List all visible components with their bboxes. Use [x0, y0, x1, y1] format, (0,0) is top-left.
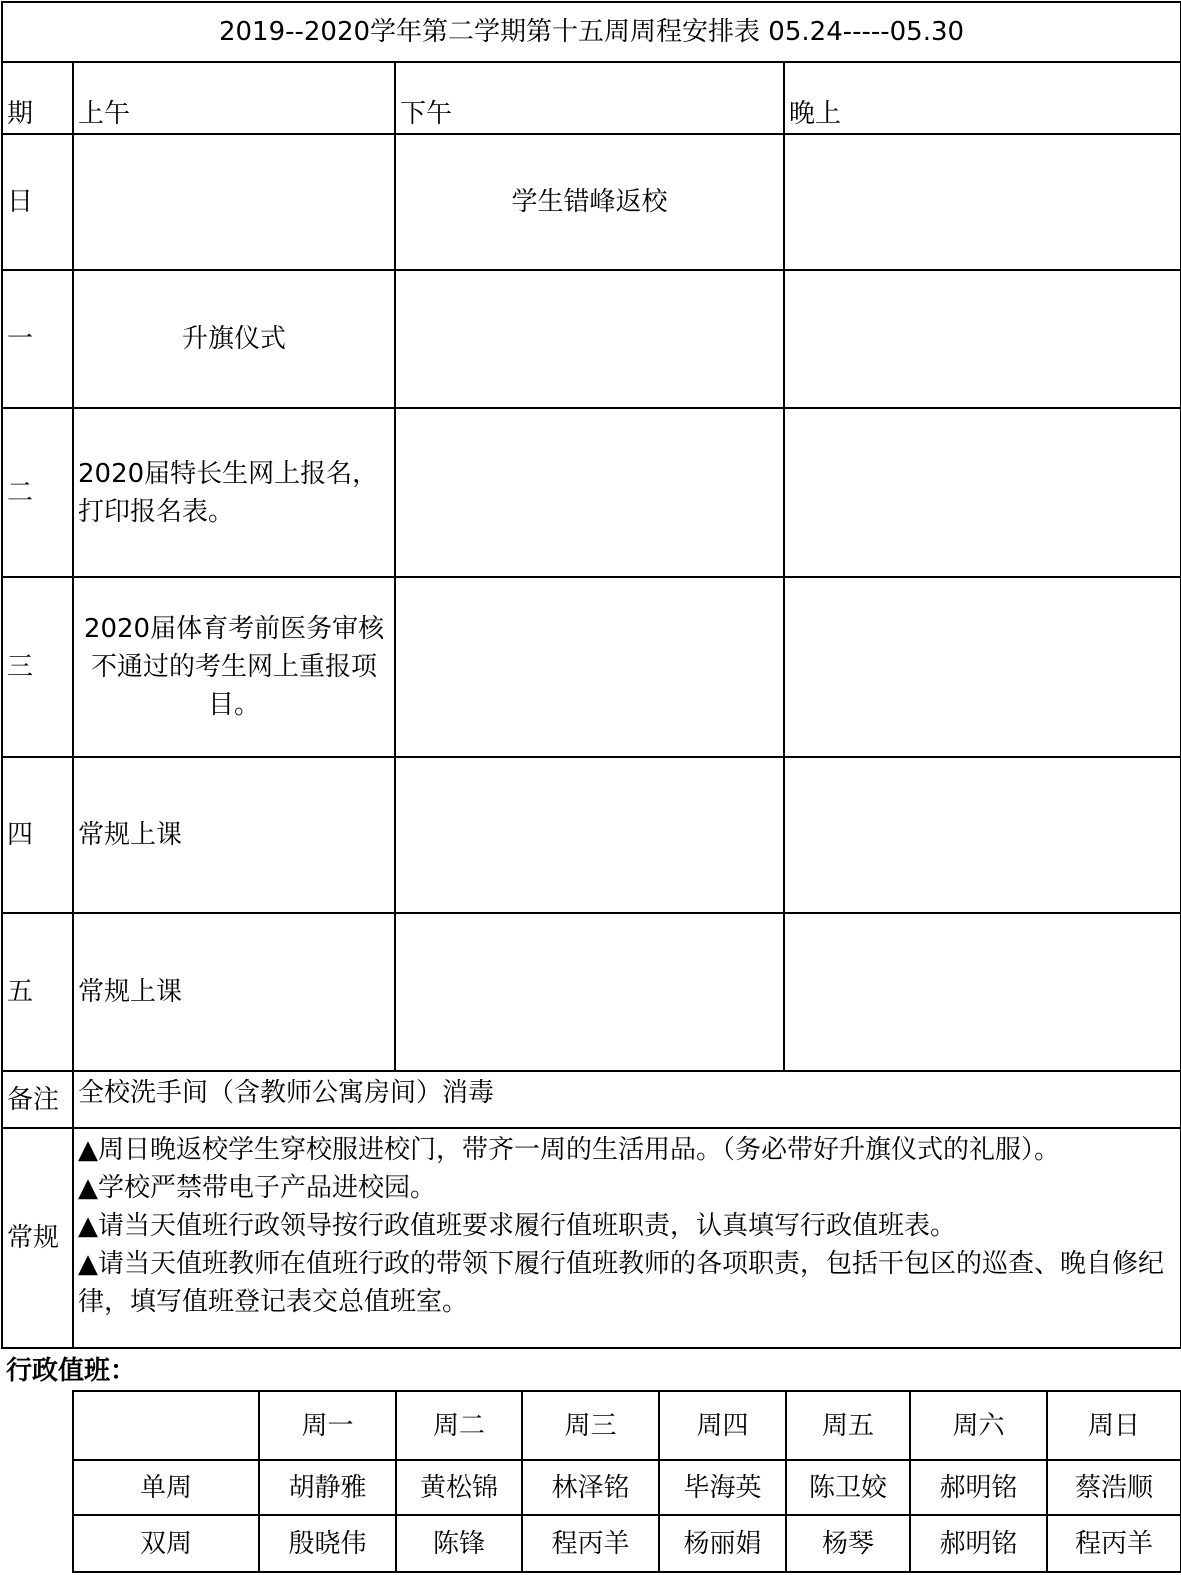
- evening-cell: [784, 408, 1181, 577]
- day-label: 二: [2, 408, 73, 577]
- duty-col-header: 周三: [522, 1391, 659, 1460]
- day-row-thursday: [2, 757, 1181, 913]
- duty-roster-table: [72, 1390, 1181, 1573]
- duty-col-header: 周二: [396, 1391, 522, 1460]
- duty-col-header: 周五: [786, 1391, 910, 1460]
- day-label: 五: [2, 913, 73, 1071]
- morning-cell: 2020届特长生网上报名，打印报名表。: [73, 408, 395, 577]
- duty-cell: 程丙羊: [1047, 1515, 1181, 1572]
- day-row-wednesday: [2, 577, 1181, 757]
- duty-row-odd-week: [73, 1460, 1181, 1515]
- afternoon-cell: [395, 577, 784, 757]
- afternoon-cell: [395, 757, 784, 913]
- duty-cell: 程丙羊: [522, 1515, 659, 1572]
- rule-item: ▲周日晚返校学生穿校服进校门，带齐一周的生活用品。（务必带好升旗仪式的礼服）。: [78, 1135, 1060, 1165]
- notes-label: 备注: [2, 1071, 73, 1128]
- morning-cell: 2020届体育考前医务审核不通过的考生网上重报项目。: [73, 577, 395, 757]
- rules-list: [73, 1128, 1181, 1348]
- duty-cell: 胡静雅: [259, 1460, 396, 1515]
- day-label: 三: [2, 577, 73, 757]
- day-label: 日: [2, 134, 73, 270]
- afternoon-cell: 学生错峰返校: [395, 134, 784, 270]
- morning-cell: 常规上课: [73, 757, 395, 913]
- day-row-tuesday: [2, 408, 1181, 577]
- notes-row: [2, 1071, 1181, 1128]
- evening-cell: [784, 270, 1181, 408]
- evening-cell: [784, 913, 1181, 1071]
- afternoon-cell: [395, 913, 784, 1071]
- morning-cell: 常规上课: [73, 913, 395, 1071]
- duty-cell: 郝明铭: [910, 1460, 1047, 1515]
- morning-cell: [73, 134, 395, 270]
- duty-cell: 黄松锦: [396, 1460, 522, 1515]
- header-morning: 上午: [73, 62, 395, 134]
- title-row: [2, 2, 1181, 62]
- duty-col-header: 周四: [659, 1391, 786, 1460]
- afternoon-cell: [395, 408, 784, 577]
- duty-row-label: 单周: [73, 1460, 259, 1515]
- weekly-schedule-table: [1, 1, 1181, 1349]
- duty-row-even-week: [73, 1515, 1181, 1572]
- day-row-monday: [2, 270, 1181, 408]
- evening-cell: [784, 577, 1181, 757]
- rules-row: [2, 1128, 1181, 1348]
- header-row: [2, 62, 1181, 134]
- morning-cell: 升旗仪式: [73, 270, 395, 408]
- header-day: 期: [2, 62, 73, 134]
- day-row-friday: [2, 913, 1181, 1071]
- evening-cell: [784, 134, 1181, 270]
- duty-col-header: 周一: [259, 1391, 396, 1460]
- day-label: 一: [2, 270, 73, 408]
- duty-heading: 行政值班：: [6, 1356, 137, 1386]
- header-evening: 晚上: [784, 62, 1181, 134]
- day-label: 四: [2, 757, 73, 913]
- rule-item: ▲请当天值班行政领导按行政值班要求履行值班职责，认真填写行政值班表。: [78, 1211, 956, 1241]
- afternoon-cell: [395, 270, 784, 408]
- duty-cell: 蔡浩顺: [1047, 1460, 1181, 1515]
- duty-col-header: 周六: [910, 1391, 1047, 1460]
- day-row-sunday: [2, 134, 1181, 270]
- duty-corner-cell: [73, 1391, 259, 1460]
- duty-cell: 殷晓伟: [259, 1515, 396, 1572]
- duty-cell: 陈锋: [396, 1515, 522, 1572]
- rules-label: 常规: [2, 1128, 73, 1348]
- duty-cell: 杨丽娟: [659, 1515, 786, 1572]
- duty-cell: 毕海英: [659, 1460, 786, 1515]
- duty-cell: 杨琴: [786, 1515, 910, 1572]
- duty-col-header: 周日: [1047, 1391, 1181, 1460]
- notes-text: 全校洗手间（含教师公寓房间）消毒: [73, 1071, 1181, 1128]
- header-afternoon: 下午: [395, 62, 784, 134]
- duty-cell: 郝明铭: [910, 1515, 1047, 1572]
- duty-cell: 陈卫姣: [786, 1460, 910, 1515]
- duty-row-label: 双周: [73, 1515, 259, 1572]
- schedule-title: 2019--2020学年第二学期第十五周周程安排表 05.24-----05.30: [2, 2, 1181, 62]
- evening-cell: [784, 757, 1181, 913]
- duty-cell: 林泽铭: [522, 1460, 659, 1515]
- rule-item: ▲请当天值班教师在值班行政的带领下履行值班教师的各项职责，包括干包区的巡查、晚自修纪律，填写值班登记表交总值班室。: [78, 1249, 1164, 1317]
- rule-item: ▲学校严禁带电子产品进校园。: [78, 1173, 436, 1203]
- duty-header-row: [73, 1391, 1181, 1460]
